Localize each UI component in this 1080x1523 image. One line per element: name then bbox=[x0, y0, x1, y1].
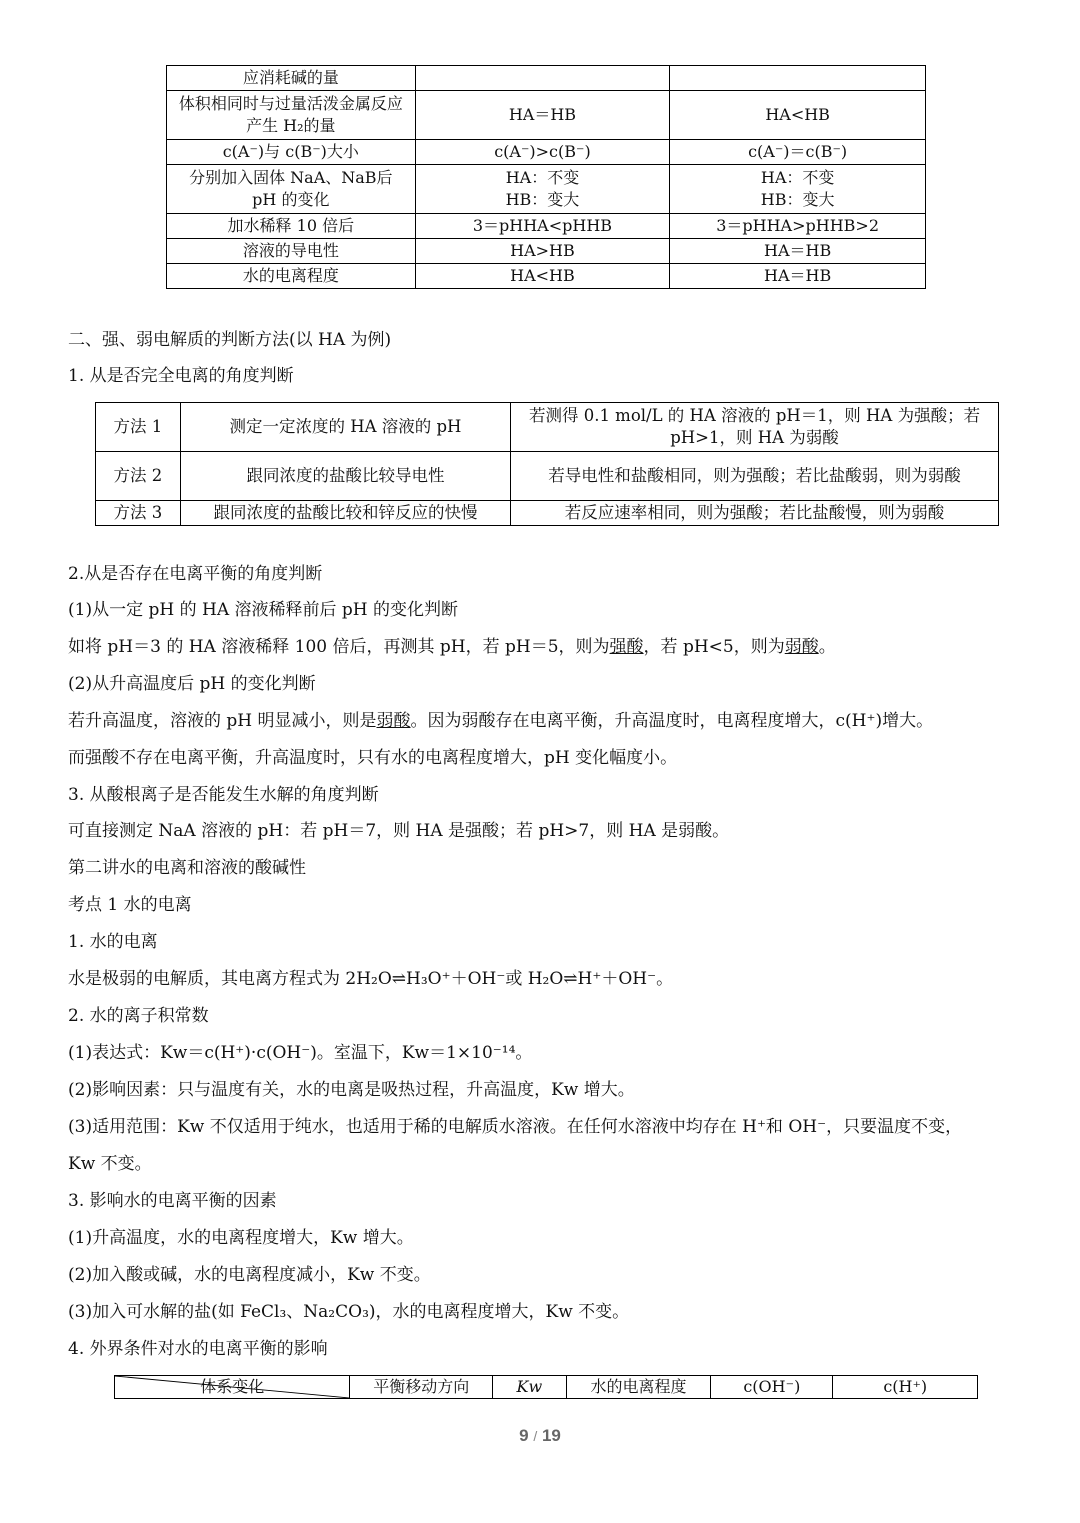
subsection-heading: 3. 影响水的电离平衡的因素 bbox=[68, 1191, 277, 1211]
table-header-cell: Kw bbox=[492, 1376, 566, 1399]
value-cell: HA＝HB bbox=[670, 239, 926, 264]
paragraph: Kw 不变。 bbox=[68, 1154, 152, 1174]
subsection-heading: 3. 从酸根离子是否能发生水解的角度判断 bbox=[68, 785, 379, 805]
table-row bbox=[167, 264, 926, 289]
diagonal-line bbox=[115, 1376, 349, 1398]
value-cell: c(A⁻)＝c(B⁻) bbox=[670, 140, 926, 165]
result-cell: 若导电性和盐酸相同，则为强酸；若比盐酸弱，则为弱酸 bbox=[511, 452, 999, 501]
table-row bbox=[167, 214, 926, 239]
section-heading: 二、强、弱电解质的判断方法(以 HA 为例) bbox=[68, 330, 392, 350]
table-row bbox=[167, 140, 926, 165]
subsection-heading: 2. 水的离子积常数 bbox=[68, 1006, 209, 1026]
table-header-row bbox=[115, 1376, 978, 1399]
desc-cell: 测定一定浓度的 HA 溶液的 pH bbox=[180, 403, 510, 452]
table-header-cell: 体系变化 bbox=[115, 1376, 350, 1399]
method-cell: 方法 2 bbox=[96, 452, 181, 501]
table-header-cell: 平衡移动方向 bbox=[350, 1376, 492, 1399]
row-label-cell: 应消耗碱的量 bbox=[167, 66, 416, 91]
paragraph: (2)从升高温度后 pH 的变化判断 bbox=[68, 674, 316, 694]
value-cell bbox=[670, 66, 926, 91]
desc-cell: 跟同浓度的盐酸比较和锌反应的快慢 bbox=[180, 501, 510, 526]
value-cell: c(A⁻)>c(B⁻) bbox=[415, 140, 670, 165]
paragraph: 可直接测定 NaA 溶液的 pH：若 pH＝7，则 HA 是强酸；若 pH>7，则 HA 是弱酸。 bbox=[68, 821, 730, 841]
paragraph: (3)加入可水解的盐(如 FeCl₃、Na₂CO₃)，水的电离程度增大，Kw 不变。 bbox=[68, 1302, 630, 1322]
row-label-cell: 水的电离程度 bbox=[167, 264, 416, 289]
value-cell bbox=[415, 66, 670, 91]
paragraph: (2)影响因素：只与温度有关，水的电离是吸热过程，升高温度，Kw 增大。 bbox=[68, 1080, 635, 1100]
water-ionization-table bbox=[114, 1375, 978, 1399]
row-label-cell: 溶液的导电性 bbox=[167, 239, 416, 264]
subsection-heading: 1. 从是否完全电离的角度判断 bbox=[68, 366, 294, 386]
paragraph: (2)加入酸或碱，水的电离程度减小，Kw 不变。 bbox=[68, 1265, 431, 1285]
underlined-answer: 强酸 bbox=[609, 637, 644, 657]
value-cell: HA：不变 HB：变大 bbox=[670, 165, 926, 214]
page-total: 19 bbox=[541, 1426, 561, 1445]
underlined-answer: 弱酸 bbox=[784, 637, 819, 657]
page-separator: / bbox=[533, 1428, 538, 1444]
row-label-cell: 分别加入固体 NaA、NaB后 pH 的变化 bbox=[167, 165, 416, 214]
page-indicator bbox=[0, 1426, 1080, 1446]
chapter-heading: 第二讲水的电离和溶液的酸碱性 bbox=[68, 858, 306, 878]
table-row bbox=[167, 91, 926, 140]
value-cell: HA＝HB bbox=[415, 91, 670, 140]
result-cell: 若测得 0.1 mol/L 的 HA 溶液的 pH＝1，则 HA 为强酸；若 pH>1，则 HA 为弱酸 bbox=[511, 403, 999, 452]
result-cell: 若反应速率相同，则为强酸；若比盐酸慢，则为弱酸 bbox=[511, 501, 999, 526]
paragraph: (1)从一定 pH 的 HA 溶液稀释前后 pH 的变化判断 bbox=[68, 600, 459, 620]
table-row bbox=[167, 239, 926, 264]
value-cell: HA＝HB bbox=[670, 264, 926, 289]
row-label-cell: 加水稀释 10 倍后 bbox=[167, 214, 416, 239]
table-header-cell: c(H⁺) bbox=[833, 1376, 978, 1399]
page-current: 9 bbox=[519, 1426, 529, 1445]
comparison-table bbox=[166, 65, 926, 289]
row-label-cell: c(A⁻)与 c(B⁻)大小 bbox=[167, 140, 416, 165]
paragraph: (3)适用范围：Kw 不仅适用于纯水，也适用于稀的电解质水溶液。在任何水溶液中均存在 H⁺和 OH⁻，只要温度不变， bbox=[68, 1117, 963, 1137]
table-row bbox=[96, 403, 999, 452]
desc-cell: 跟同浓度的盐酸比较导电性 bbox=[180, 452, 510, 501]
paragraph: (1)表达式：Kw＝c(H⁺)·c(OH⁻)。室温下，Kw＝1×10⁻¹⁴。 bbox=[68, 1043, 533, 1063]
underlined-answer: 弱酸 bbox=[376, 711, 411, 731]
table-header-cell: c(OH⁻) bbox=[711, 1376, 833, 1399]
value-cell: HA>HB bbox=[415, 239, 670, 264]
value-cell: 3＝pHHA<pHHB bbox=[415, 214, 670, 239]
topic-heading: 考点 1 水的电离 bbox=[68, 895, 192, 915]
paragraph: 如将 pH＝3 的 HA 溶液稀释 100 倍后，再测其 pH，若 pH＝5，则为强酸，若 pH<5，则为弱酸。 bbox=[68, 637, 836, 657]
table-row bbox=[167, 66, 926, 91]
value-cell: HA：不变 HB：变大 bbox=[415, 165, 670, 214]
subsection-heading: 4. 外界条件对水的电离平衡的影响 bbox=[68, 1339, 328, 1359]
table-row bbox=[96, 501, 999, 526]
method-cell: 方法 3 bbox=[96, 501, 181, 526]
table-header-cell: 水的电离程度 bbox=[566, 1376, 711, 1399]
paragraph: (1)升高温度，水的电离程度增大，Kw 增大。 bbox=[68, 1228, 414, 1248]
paragraph: 水是极弱的电解质，其电离方程式为 2H₂O⇌H₃O⁺＋OH⁻或 H₂O⇌H⁺＋OH⁻。 bbox=[68, 969, 674, 989]
value-cell: 3＝pHHA>pHHB>2 bbox=[670, 214, 926, 239]
subsection-heading: 2.从是否存在电离平衡的角度判断 bbox=[68, 564, 323, 584]
method-table bbox=[95, 402, 999, 526]
row-label-cell: 体积相同时与过量活泼金属反应产生 H₂的量 bbox=[167, 91, 416, 140]
table-row bbox=[167, 165, 926, 214]
paragraph: 而强酸不存在电离平衡，升高温度时，只有水的电离程度增大，pH 变化幅度小。 bbox=[68, 748, 678, 768]
paragraph: 若升高温度，溶液的 pH 明显减小，则是弱酸。因为弱酸存在电离平衡，升高温度时，电离程度增大，c(H⁺)增大。 bbox=[68, 711, 934, 731]
method-cell: 方法 1 bbox=[96, 403, 181, 452]
value-cell: HA<HB bbox=[415, 264, 670, 289]
table-row bbox=[96, 452, 999, 501]
subsection-heading: 1. 水的电离 bbox=[68, 932, 158, 952]
value-cell: HA<HB bbox=[670, 91, 926, 140]
